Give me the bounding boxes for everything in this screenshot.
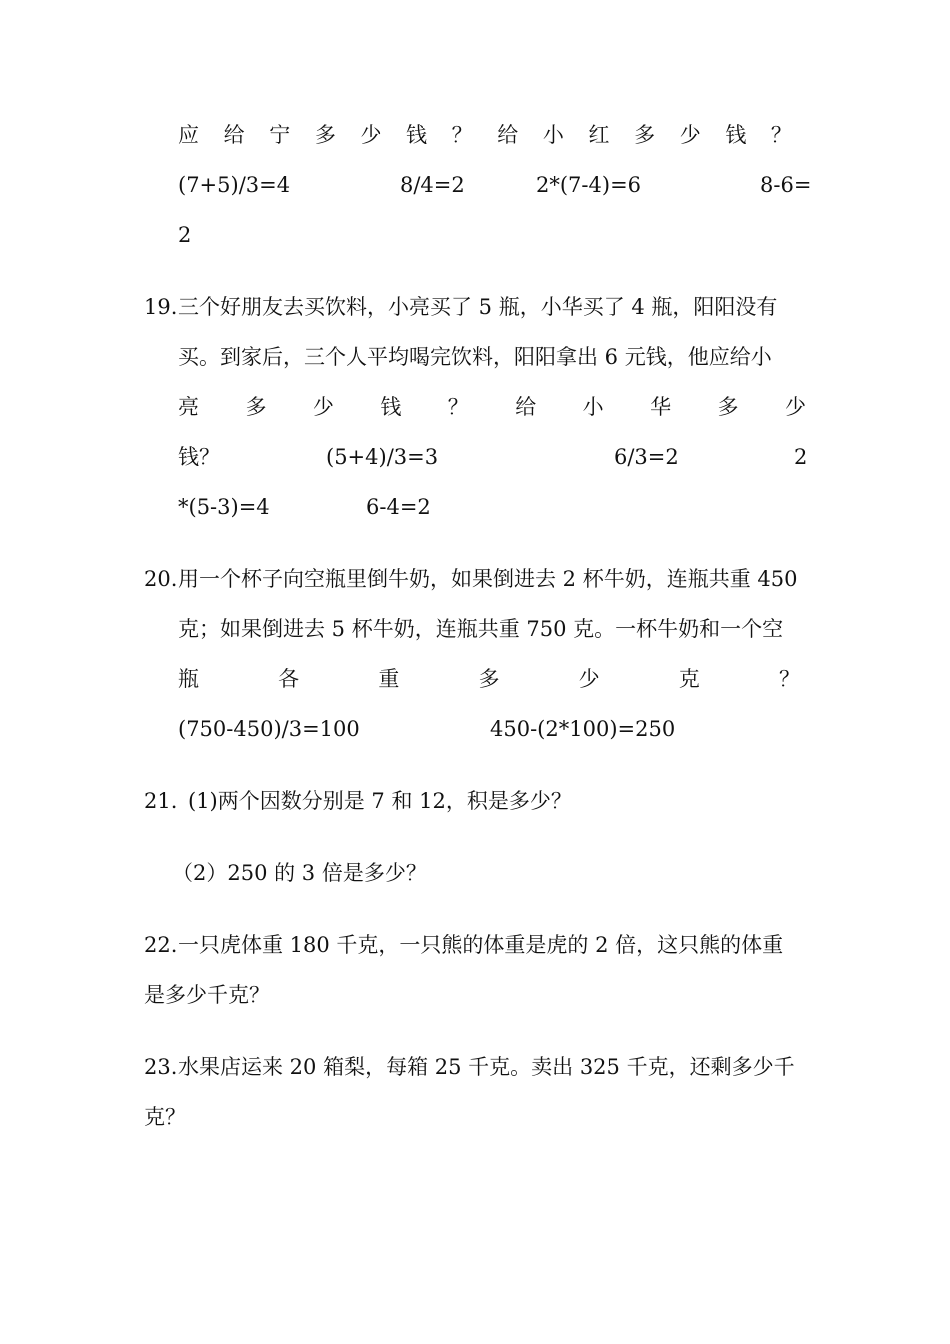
- q19-text-2: 买。到家后，三个人平均喝完饮料，阳阳拿出 6 元钱，他应给小: [178, 345, 772, 369]
- q19-number: 19.: [144, 295, 178, 319]
- justified-char: 各: [278, 667, 300, 691]
- q18-equation-4: 8-6=: [760, 173, 812, 197]
- justified-char: 多: [478, 667, 500, 691]
- q20-justified-text: [178, 662, 800, 696]
- q23-text-2: 克？: [144, 1105, 186, 1129]
- justified-char: 小: [542, 123, 564, 147]
- q22-text-1: 一只虎体重 180 千克，一只熊的体重是虎的 2 倍，这只熊的体重: [178, 933, 784, 957]
- q20-number: 20.: [144, 567, 178, 591]
- q19-equation-3-start: 2: [794, 445, 808, 469]
- justified-char: 多: [717, 395, 739, 419]
- q21-number: 21.: [144, 789, 178, 813]
- justified-char: ？: [451, 123, 473, 147]
- justified-char: 红: [588, 123, 610, 147]
- q19-equation-4: 6-4=2: [366, 495, 431, 519]
- q21-part-1: (1)两个因数分别是 7 和 12，积是多少？: [188, 789, 572, 813]
- justified-char: 重: [378, 667, 400, 691]
- q22-number: 22.: [144, 933, 178, 957]
- justified-char: 宁: [269, 123, 291, 147]
- justified-char: 多: [634, 123, 656, 147]
- justified-char: 少: [312, 395, 334, 419]
- justified-char: 多: [314, 123, 336, 147]
- justified-char: 给: [497, 123, 519, 147]
- q20-text-1: 用一个杯子向空瓶里倒牛奶，如果倒进去 2 杯牛奶，连瓶共重 450: [178, 567, 798, 591]
- justified-char: 少: [679, 123, 701, 147]
- q18-equation-2: 8/4=2: [400, 173, 465, 197]
- justified-char: 少: [360, 123, 382, 147]
- q18-question-justified-text: [178, 118, 792, 152]
- q19-text-1: 三个好朋友去买饮料，小亮买了 5 瓶，小华买了 4 瓶，阳阳没有: [178, 295, 778, 319]
- justified-char: ？: [770, 123, 792, 147]
- q18-equation-3: 2*(7-4)=6: [536, 173, 642, 197]
- q22-text-2: 是多少千克？: [144, 983, 270, 1007]
- q18-equation-1: (7+5)/3=4: [178, 173, 291, 197]
- q20-equation-1: (750-450)/3=100: [178, 717, 360, 741]
- justified-char: 华: [650, 395, 672, 419]
- justified-char: 亮: [178, 395, 199, 419]
- q19-equation-1: (5+4)/3=3: [326, 445, 439, 469]
- justified-char: 钱: [725, 123, 747, 147]
- justified-char: 小: [582, 395, 604, 419]
- justified-char: 多: [245, 395, 267, 419]
- justified-char: 钱: [380, 395, 402, 419]
- justified-char: 瓶: [178, 667, 199, 691]
- q19-equation-3-end: *(5-3)=4: [178, 495, 270, 519]
- q23-number: 23.: [144, 1055, 178, 1079]
- justified-char: 钱: [406, 123, 428, 147]
- q20-text-2: 克；如果倒进去 5 杯牛奶，连瓶共重 750 克。一杯牛奶和一个空: [178, 617, 784, 641]
- q23-text-1: 水果店运来 20 箱梨，每箱 25 千克。卖出 325 千克，还剩多少千: [178, 1055, 795, 1079]
- justified-char: 给: [515, 395, 537, 419]
- justified-char: 少: [784, 395, 806, 419]
- q21-part-2: （2）250 的 3 倍是多少？: [172, 861, 427, 885]
- q18-equation-4-result: 2: [178, 223, 192, 247]
- justified-char: ？: [447, 395, 469, 419]
- q20-equation-2: 450-(2*100)=250: [490, 717, 676, 741]
- justified-char: ？: [778, 667, 800, 691]
- q19-text-4: 钱？: [178, 445, 220, 469]
- q19-justified-text: [178, 390, 806, 424]
- q19-equation-2: 6/3=2: [614, 445, 679, 469]
- justified-char: 克: [678, 667, 700, 691]
- justified-char: 应: [178, 123, 199, 147]
- justified-char: 给: [223, 123, 245, 147]
- justified-char: 少: [578, 667, 600, 691]
